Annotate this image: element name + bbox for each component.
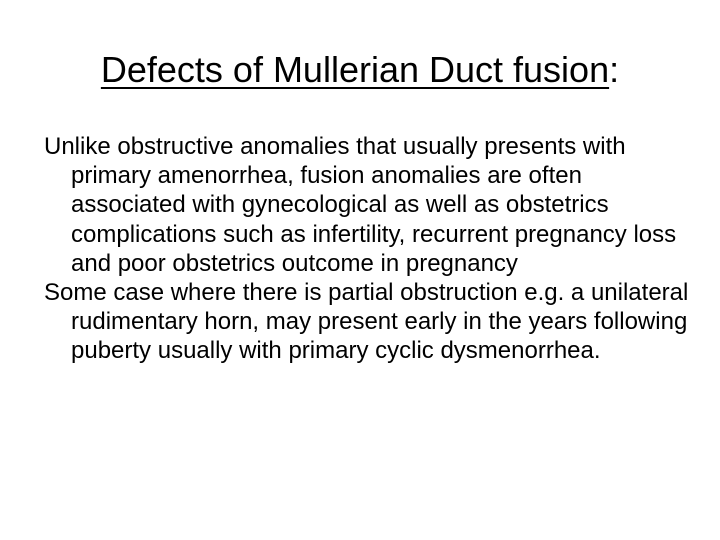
slide-title-colon: :	[609, 49, 620, 90]
slide-title	[0, 46, 720, 94]
slide-body	[44, 132, 694, 366]
slide-title-text: Defects of Mullerian Duct fusion	[100, 49, 610, 90]
paragraph-partial-obstruction: Some case where there is partial obstruction e.g. a unilateral rudimentary horn, may present early in the years following puberty usually with primary cyclic dysmenorrhea.	[44, 279, 689, 365]
paragraph-fusion-anomalies: Unlike obstructive anomalies that usually presents with primary amenorrhea, fusion anomalies are often associated with gynecological as well as obstetrics complications such as infertility, recurrent pregnancy loss and poor obstetrics outcome in pregnancy	[44, 133, 677, 277]
